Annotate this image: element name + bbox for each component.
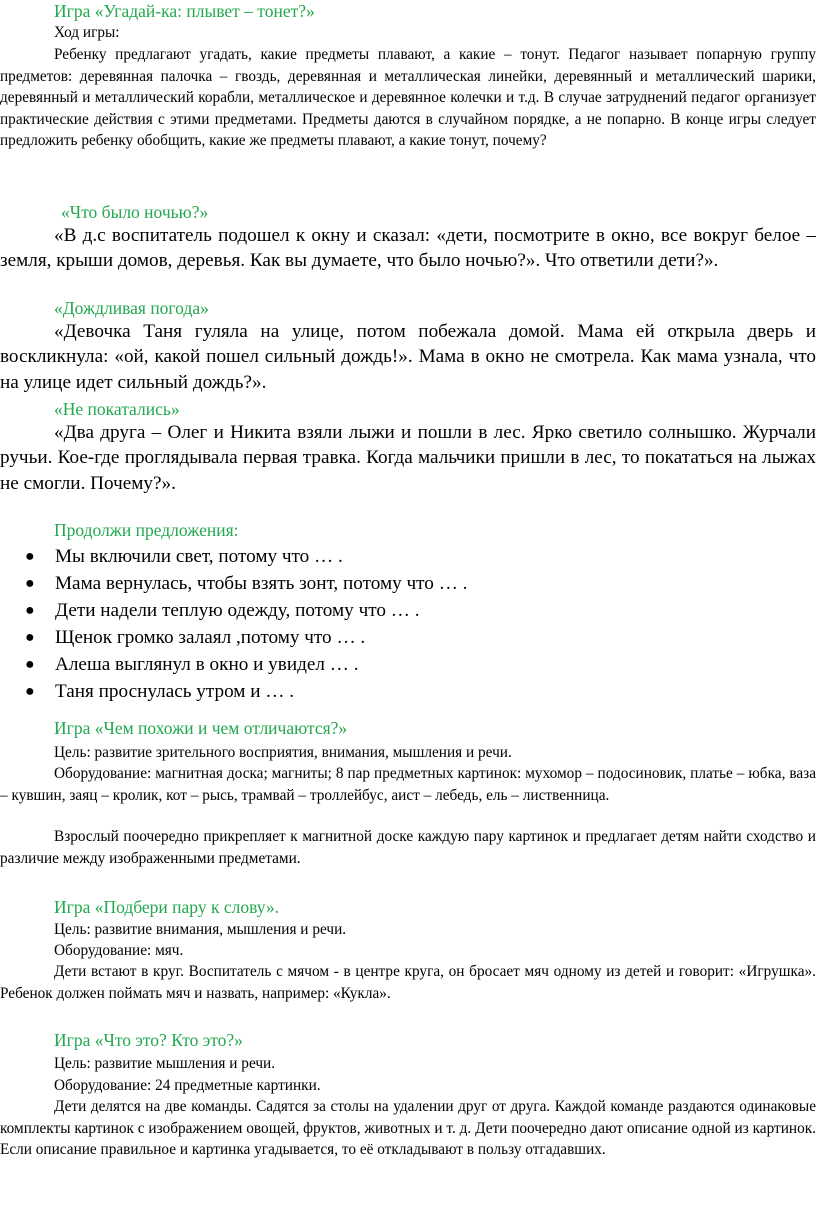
pair-equipment: Оборудование: мяч. (54, 942, 184, 959)
rain-text: «Девочка Таня гуляла на улице, потом побежала домой. Мама ей открыла дверь и воскликнула: «ой, какой пошел сильный дождь!». Мама в окно не смотрела. Как мама узнала, что на улице идет сильный дождь?». (0, 321, 816, 393)
list-item: ● Таня проснулась утром и … . (0, 678, 816, 705)
bullet-icon: ● (25, 629, 35, 646)
list-item: ● Мы включили свет, потому что … . (0, 543, 816, 570)
bullet-icon: ● (25, 575, 35, 592)
list-item: ● Дети надели теплую одежду, потому что … . (0, 597, 816, 624)
heading-night: «Что было ночью?» (61, 202, 209, 222)
pair-text: Дети встают в круг. Воспитатель с мячом - в центре круга, он бросает мяч одному из детей и говорит: «Игрушка». Ребенок должен поймать мяч и назвать, например: «Кукла». (0, 963, 816, 1002)
what-equipment: Оборудование: 24 предметные картинки. (54, 1077, 321, 1094)
ski-text: «Два друга – Олег и Никита взяли лыжи и пошли в лес. Ярко светило солнышко. Журчали ручьи. Кое-где проглядывала первая травка. Когда мальчики пришли в лес, то покататься на лыжах не смогли. Почему?». (0, 422, 816, 494)
list-item: ● Алеша выглянул в окно и увидел … . (0, 651, 816, 678)
game-float-sink-text: Ребенку предлагают угадать, какие предметы плавают, а какие – тонут. Педагог называет попарную группу предметов: деревянная палочка – гвоздь, деревянная и металлическая линейки, деревянный и металлический шарики, деревянный и металлический корабли, металлическое и деревянное колечки и т.д. В случае затруднений педагог организует практические действия с этими предметами. Предметы даются в случайном порядке, а не попарно. В конце игры следует предложить ребенку обобщить, какие же предметы плавают, а какие тонут, почему? (0, 46, 816, 150)
heading-similar-different: Игра «Чем похожи и чем отличаются?» (54, 718, 348, 738)
heading-rain: «Дождливая погода» (54, 298, 209, 318)
heading-ski: «Не покатались» (54, 399, 180, 419)
heading-pick-pair: Игра «Подбери пару к слову». (54, 897, 280, 917)
heading-continue-sentences: Продолжи предложения: (54, 520, 239, 540)
bullet-icon: ● (25, 602, 35, 619)
heading-game-float-sink: Игра «Угадай-ка: плывет – тонет?» (54, 1, 315, 21)
sentence-list (0, 543, 816, 705)
similar-equipment: Оборудование: магнитная доска; магниты; 8 пар предметных картинок: мухомор – подосиновик, платье – юбка, ваза – кувшин, заяц – кролик, кот – рысь, трамвай – троллейбус, аист – лебедь, ель – лиственница. (0, 765, 816, 804)
list-item: ● Щенок громко залаял ,потому что … . (0, 624, 816, 651)
what-text: Дети делятся на две команды. Садятся за столы на удалении друг от друга. Каждой команде раздаются одинаковые комплекты картинок с изображением овощей, фруктов, животных и т. д. Дети поочередно дают описание одной из картинок. Если описание правильное и картинка угадывается, то её откладывают в пользу отгадавших. (0, 1098, 816, 1159)
similar-goal: Цель: развитие зрительного восприятия, внимания, мышления и речи. (54, 744, 512, 761)
list-item: ● Мама вернулась, чтобы взять зонт, потому что … . (0, 570, 816, 597)
similar-text: Взрослый поочередно прикрепляет к магнитной доске каждую пару картинок и предлагает детям найти сходство и различие между изображенными предметами. (0, 828, 816, 867)
bullet-icon: ● (25, 548, 35, 565)
progress-label: Ход игры: (54, 24, 120, 41)
heading-what-is-it: Игра «Что это? Кто это?» (54, 1030, 243, 1050)
what-goal: Цель: развитие мышления и речи. (54, 1055, 276, 1072)
night-text: «В д.с воспитатель подошел к окну и сказал: «дети, посмотрите в окно, все вокруг белое – земля, крыши домов, деревья. Как вы думаете, что было ночью?». Что ответили дети?». (0, 225, 816, 272)
pair-goal: Цель: развитие внимания, мышления и речи. (54, 921, 347, 938)
bullet-icon: ● (25, 656, 35, 673)
bullet-icon: ● (25, 683, 35, 700)
